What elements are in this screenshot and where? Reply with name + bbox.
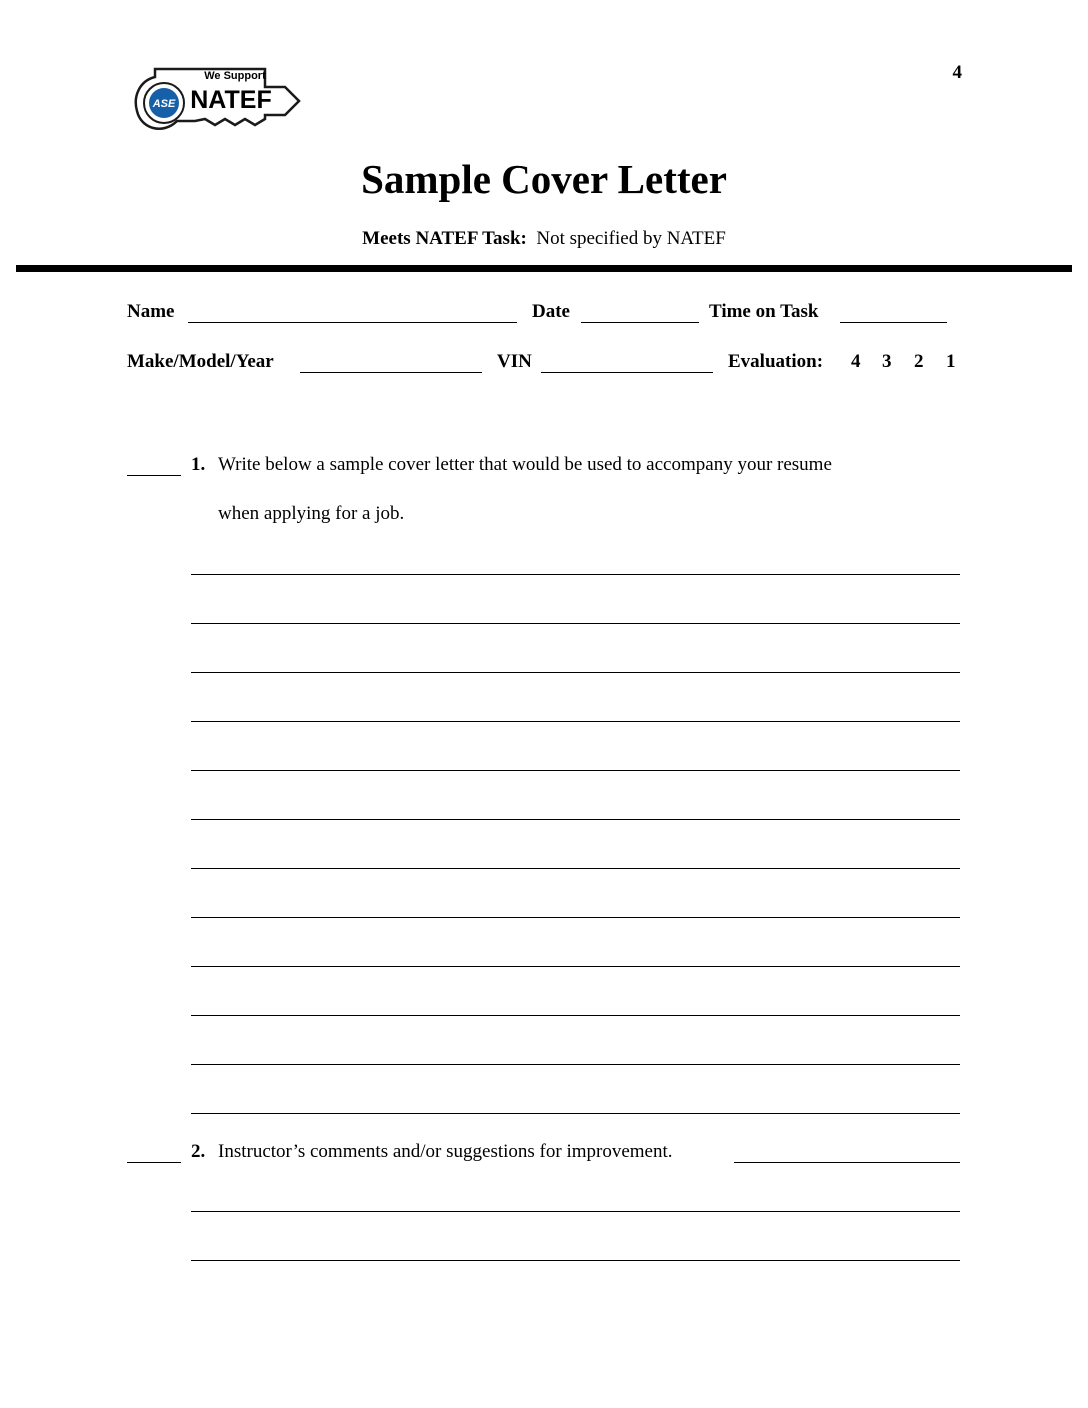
name-field[interactable]: [188, 322, 517, 323]
answer-line[interactable]: [191, 868, 960, 869]
question-2-text: Instructor’s comments and/or suggestions for improvement.: [218, 1141, 673, 1162]
answer-line[interactable]: [191, 917, 960, 918]
vin-field[interactable]: [541, 372, 713, 373]
comment-line-inline[interactable]: [734, 1162, 960, 1163]
task-line: [0, 228, 1088, 250]
answer-line[interactable]: [191, 623, 960, 624]
make-model-year-label: Make/Model/Year: [127, 351, 274, 372]
evaluation-score-2[interactable]: 2: [914, 351, 924, 372]
svg-text:ASE: ASE: [152, 98, 176, 110]
question-1-check-blank[interactable]: [127, 475, 181, 476]
make-model-year-field[interactable]: [300, 372, 482, 373]
answer-line[interactable]: [191, 966, 960, 967]
svg-text:We Support: We Support: [204, 70, 266, 82]
task-value: Not specified by NATEF: [536, 228, 726, 249]
vin-label: VIN: [497, 351, 532, 372]
answer-line[interactable]: [191, 672, 960, 673]
answer-line[interactable]: [191, 770, 960, 771]
evaluation-score-4[interactable]: 4: [851, 351, 861, 372]
date-label: Date: [532, 301, 570, 322]
question-1-number: 1.: [191, 454, 206, 475]
date-field[interactable]: [581, 322, 699, 323]
answer-line[interactable]: [191, 1064, 960, 1065]
natef-logo: [133, 63, 303, 143]
header-divider: [16, 265, 1072, 272]
answer-line[interactable]: [191, 1113, 960, 1114]
answer-line[interactable]: [191, 819, 960, 820]
question-1-text-line2: when applying for a job.: [218, 503, 405, 524]
comment-line[interactable]: [191, 1260, 960, 1261]
page-title: Sample Cover Letter: [361, 156, 727, 202]
svg-text:NATEF: NATEF: [190, 86, 272, 114]
page-number: 4: [952, 62, 962, 83]
task-label: Meets NATEF Task:: [362, 228, 527, 249]
evaluation-score-1[interactable]: 1: [946, 351, 956, 372]
question-2-check-blank[interactable]: [127, 1162, 181, 1163]
name-label: Name: [127, 301, 175, 322]
comment-line[interactable]: [191, 1211, 960, 1212]
time-on-task-field[interactable]: [840, 322, 947, 323]
answer-line[interactable]: [191, 721, 960, 722]
evaluation-label: Evaluation:: [728, 351, 824, 372]
question-1-text-line1: Write below a sample cover letter that would be used to accompany your resume: [218, 454, 832, 475]
time-on-task-label: Time on Task: [709, 301, 819, 322]
answer-line[interactable]: [191, 574, 960, 575]
evaluation-score-3[interactable]: 3: [882, 351, 892, 372]
answer-line[interactable]: [191, 1015, 960, 1016]
question-2-number: 2.: [191, 1141, 206, 1162]
